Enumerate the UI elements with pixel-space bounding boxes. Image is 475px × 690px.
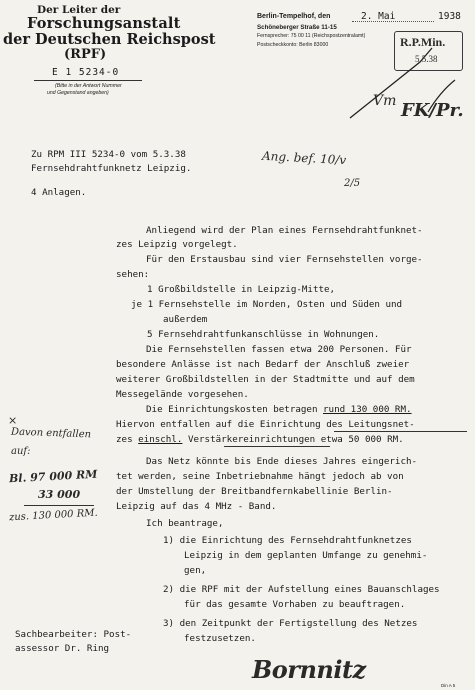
- margin-note-2: auf:: [11, 446, 31, 457]
- request-3-line-1: 3) den Zeitpunkt der Fertigstellung des Netzes: [163, 618, 418, 629]
- margin-note-3: Bl. 97 000 RM: [8, 467, 98, 486]
- clerk-line-2: assessor Dr. Ring: [15, 643, 110, 654]
- letterhead-line2: Forschungsanstalt: [27, 15, 181, 32]
- cost-text: Die Einrichtungskosten betragen: [146, 404, 324, 415]
- margin-note-4: 33 000: [38, 488, 81, 501]
- phone: Fernsprecher: 75 00 11 (Reichspostzentralamt): [257, 33, 366, 39]
- postbox: Postscheckkonto: Berlin 83000: [257, 42, 329, 48]
- letterhead-line4: (RPF): [64, 47, 107, 62]
- attachments: 4 Anlagen.: [31, 187, 87, 198]
- handwritten-mark-2: FK/Pr.: [401, 100, 464, 121]
- letterhead-line3: der Deutschen Reichspost: [3, 31, 216, 48]
- stamp-date: 5.5.38: [415, 54, 438, 64]
- paragraph-2-line-2: sehen:: [116, 269, 150, 280]
- cost-line-3a: zes: [116, 434, 139, 445]
- paragraph-1-line-2: zes Leipzig vorgelegt.: [116, 239, 238, 250]
- request-2-line-1: 2) die RPF mit der Aufstellung eines Bauanschlages: [163, 584, 440, 595]
- list-item-1: 1 Großbildstelle in Leipzig-Mitte,: [147, 284, 336, 295]
- paragraph-5-line-3: der Umstellung der Breitbandfernkabellinie Berlin-: [116, 486, 393, 497]
- leitungsnet-underline: [334, 431, 467, 432]
- paragraph-5-line-2: tet werden, seine Inbetriebnahme hängt jedoch ab von: [116, 471, 404, 482]
- reference-line-2: Fernsehdrahtfunknetz Leipzig.: [31, 163, 192, 174]
- list-item-2b: außerdem: [163, 314, 208, 325]
- date-day: 2. Mai: [361, 11, 396, 22]
- margin-note-5: zus. 130 000 RM.: [8, 507, 98, 524]
- date-year: 1938: [438, 11, 461, 22]
- margin-note-1: Davon entfallen: [10, 426, 92, 441]
- signature: Bornnitz: [252, 655, 366, 684]
- request-intro: Ich beantrage,: [146, 518, 224, 529]
- margin-sum-line: [24, 505, 94, 506]
- cost-total: rund 130 000 RM.: [323, 404, 412, 415]
- handwritten-note-mid: Ang. bef. 10/v: [261, 148, 347, 168]
- paragraph-3-line-2: besondere Anlässe ist nach Bedarf der Anschluß zweier: [116, 359, 410, 370]
- paragraph-3-line-4: Messegelände vorgesehen.: [116, 389, 249, 400]
- request-1-line-3: gen,: [184, 565, 207, 576]
- handwritten-mark-1: Vm: [373, 93, 397, 109]
- reference-note-2: und Gegenstand angeben): [47, 90, 109, 96]
- paragraph-4-line-2: Hiervon entfallen auf die Einrichtung des Leitungsnet-: [116, 419, 415, 430]
- form-code: Din A 5: [441, 683, 456, 688]
- list-item-3: 5 Fernsehdrahtfunkanschlüsse in Wohnungen.: [147, 329, 380, 340]
- cost-incl: einschl.: [138, 434, 183, 445]
- letterhead-line1: Der Leiter der: [37, 4, 121, 16]
- paragraph-5-line-4: Leipzig auf das 4 MHz - Band.: [116, 501, 277, 512]
- clerk-line-1: Sachbearbeiter: Post-: [15, 629, 132, 640]
- request-2-line-2: für das gesamte Vorhaben zu beauftragen.: [184, 599, 406, 610]
- paragraph-5-line-1: Das Netz könnte bis Ende dieses Jahres eingerich-: [146, 456, 418, 467]
- list-item-2: je 1 Fernsehstelle im Norden, Osten und Süden und: [131, 299, 403, 310]
- paragraph-1-line-1: Anliegend wird der Plan eines Fernsehdrahtfunknet-: [146, 225, 423, 236]
- place: Berlin-Tempelhof, den: [257, 13, 331, 20]
- margin-x-mark: ×: [8, 414, 18, 427]
- request-1-line-2: Leipzig in dem geplanten Umfange zu genehmi-: [184, 550, 428, 561]
- verstaerker-underline: [224, 446, 330, 447]
- street: Schöneberger Straße 11-15: [257, 24, 337, 31]
- request-1-line-1: 1) die Einrichtung des Fernsehdrahtfunknetzes: [163, 535, 412, 546]
- reference-note-1: (Bitte in der Antwort Nummer: [55, 83, 122, 89]
- reference-line-1: Zu RPM III 5234-0 vom 5.3.38: [31, 149, 186, 160]
- paragraph-3-line-3: weiterer Großbildstellen in der Stadtmitte und auf dem: [116, 374, 415, 385]
- reference-number: E 1 5234-0: [52, 67, 120, 78]
- handwritten-note-mid-2: 2/5: [344, 178, 361, 189]
- paragraph-3-line-1: Die Fernsehstellen fassen etwa 200 Personen. Für: [146, 344, 412, 355]
- stamp-label: R.P.Min.: [400, 35, 446, 49]
- paragraph-4-line-1: [146, 403, 412, 417]
- paragraph-2-line-1: Für den Erstausbau sind vier Fernsehstellen vorge-: [146, 254, 423, 265]
- paragraph-4-line-3: [116, 433, 404, 447]
- request-3-line-2: festzusetzen.: [184, 633, 256, 644]
- cost-line-3c: Verstärkereinrichtungen etwa 50 000 RM.: [182, 434, 404, 445]
